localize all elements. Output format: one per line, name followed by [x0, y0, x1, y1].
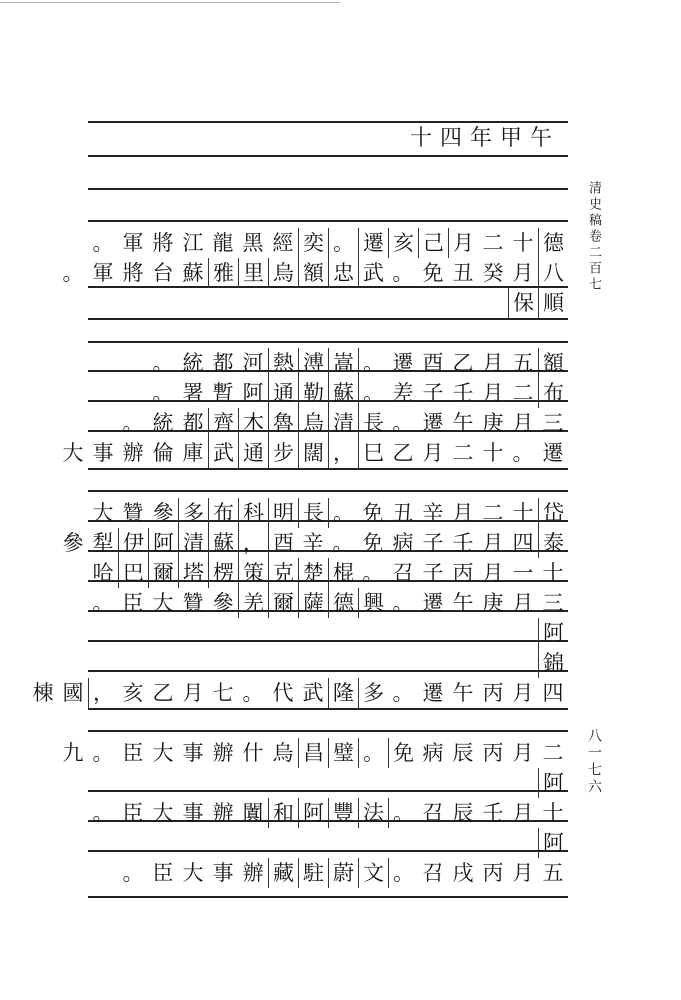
row-char: 辦 [212, 741, 234, 765]
row-char: 。 [92, 231, 114, 255]
row-rule [88, 490, 568, 492]
row-char: 子 [422, 531, 444, 555]
row-char: 通 [238, 438, 268, 468]
row-char: 十 [542, 801, 564, 825]
row-char: 嵩 [328, 348, 358, 378]
row-char: 。 [328, 228, 358, 258]
row-char: 保 [508, 288, 538, 318]
row-char: 九 [62, 741, 84, 765]
row-char: 月 [182, 681, 204, 705]
row-char: 齊 [208, 408, 238, 438]
row-char: 河 [242, 351, 264, 375]
row-char: 多 [178, 498, 208, 528]
row-char: 奕 [298, 228, 328, 258]
row-char: 泰 [538, 528, 568, 558]
row-char: 統 [182, 351, 204, 375]
row-char: 勒 [298, 378, 328, 408]
row-char: 戌 [452, 861, 474, 885]
row-char: 。 [362, 561, 384, 585]
row-char: 壬 [452, 381, 474, 405]
row-char: 。 [388, 858, 418, 888]
row-char: 羌 [238, 588, 268, 618]
row-char: 參 [212, 591, 234, 615]
row-char: 月 [512, 591, 534, 615]
row-char: 乙 [392, 441, 414, 465]
row-char: 代 [272, 681, 294, 705]
year-heading: 十四年甲午 [409, 126, 560, 151]
row-char: 遷 [422, 591, 444, 615]
row-char: 策 [238, 558, 268, 588]
row-char: 庚 [482, 591, 504, 615]
row-char: 月 [512, 741, 534, 765]
row-char: 月 [512, 261, 534, 285]
row-rule [88, 708, 568, 710]
row-char: 十 [512, 231, 534, 255]
row-char: 月 [482, 531, 504, 555]
table-row [88, 828, 568, 858]
row-char: 豐 [328, 798, 358, 828]
row-char: 軍 [122, 231, 144, 255]
row-char: 月 [452, 501, 474, 525]
row-char: 。 [122, 861, 144, 885]
row-char: 月 [512, 681, 534, 705]
row-char: 多 [358, 678, 388, 708]
row-rule [88, 318, 568, 320]
row-char: 文 [358, 858, 388, 888]
row-char: 病 [392, 531, 414, 555]
row-char: 參 [152, 501, 174, 525]
table-row [88, 558, 568, 588]
table-row [62, 258, 568, 288]
row-char: 辰 [452, 741, 474, 765]
row-char: 月 [422, 441, 444, 465]
row-char: 步 [268, 438, 298, 468]
row-char: 月 [448, 228, 478, 258]
row-char: 丑 [452, 261, 474, 285]
row-char: 庫 [182, 441, 204, 465]
table-row [88, 648, 568, 678]
row-char: 額 [298, 258, 328, 288]
row-char: 亥 [122, 681, 144, 705]
row-char: 臣 [122, 591, 144, 615]
row-char: 贊 [182, 591, 204, 615]
table-row [88, 498, 568, 528]
row-char: 月 [482, 381, 504, 405]
row-char: 月 [482, 351, 504, 375]
table-header [88, 124, 568, 154]
row-char: 魯 [268, 408, 298, 438]
row-char: 爾 [148, 558, 178, 588]
row-char: 。 [92, 591, 114, 615]
table-row [88, 858, 568, 888]
row-char: 事 [212, 861, 234, 885]
row-char: 贊 [122, 501, 144, 525]
row-rule [88, 121, 568, 123]
table-row [88, 228, 568, 258]
row-char: 武 [208, 438, 238, 468]
row-char: 一 [512, 561, 534, 585]
row-char: 將 [152, 231, 174, 255]
row-char: 棍 [328, 558, 358, 588]
row-char: 月 [512, 411, 534, 435]
row-char: 遷 [358, 228, 388, 258]
row-char: 召 [422, 861, 444, 885]
row-char: 大 [152, 741, 174, 765]
row-char: 午 [452, 411, 474, 435]
row-char: 三 [542, 411, 564, 435]
row-char: 將 [122, 261, 144, 285]
row-char: 辦 [122, 441, 144, 465]
table-row [88, 288, 568, 318]
row-char: 庚 [482, 411, 504, 435]
row-char: 阿 [148, 528, 178, 558]
row-char: 龍 [212, 231, 234, 255]
row-char: 暫 [212, 381, 234, 405]
row-char: 岱 [538, 498, 568, 528]
row-char: 二 [482, 231, 504, 255]
row-char: 四 [512, 531, 534, 555]
row-char: 犁 [92, 531, 114, 555]
row-char: 薩 [298, 588, 328, 618]
row-char: 倫 [152, 441, 174, 465]
row-char: 乙 [452, 351, 474, 375]
row-char: 遷 [422, 411, 444, 435]
row-char: 闊 [298, 438, 328, 468]
row-char: 長 [358, 408, 388, 438]
row-char: 參 [62, 531, 84, 555]
row-char: 免 [388, 738, 418, 768]
row-char: 烏 [298, 408, 328, 438]
row-char: 額 [538, 348, 568, 378]
row-char: 事 [182, 801, 204, 825]
row-char: 阿 [298, 798, 328, 828]
row-char: 明 [268, 498, 298, 528]
row-char: 免 [362, 531, 384, 555]
row-char: 闐 [242, 801, 264, 825]
row-char: 午 [452, 591, 474, 615]
table-row [88, 408, 568, 438]
row-char: 忠 [328, 258, 358, 288]
row-char: 署 [182, 381, 204, 405]
row-char: 駐 [298, 858, 328, 888]
row-char: 蘇 [208, 528, 238, 558]
table-row [88, 378, 568, 408]
row-char: 丑 [392, 501, 414, 525]
row-char: 召 [392, 561, 414, 585]
row-char: 辰 [452, 801, 474, 825]
row-char: 。 [328, 498, 358, 528]
row-char: 台 [152, 261, 174, 285]
row-char: 月 [512, 861, 534, 885]
row-char: 巳 [358, 438, 388, 468]
row-char: 大 [152, 591, 174, 615]
row-char: 。 [392, 591, 414, 615]
row-char: 子 [422, 381, 444, 405]
row-char: 昌 [298, 738, 328, 768]
row-char: 德 [538, 228, 568, 258]
row-char: 辦 [242, 861, 264, 885]
table-row [62, 528, 568, 558]
row-char: 子 [422, 561, 444, 585]
row-char: 清 [328, 408, 358, 438]
table-row [88, 798, 568, 828]
row-char: 楞 [208, 558, 238, 588]
row-char: 事 [182, 741, 204, 765]
row-char: 臣 [122, 741, 144, 765]
row-char: 隆 [328, 678, 358, 708]
row-char: 法 [358, 798, 388, 828]
row-char: 辦 [212, 801, 234, 825]
row-char: 己 [418, 228, 448, 258]
row-char: 。 [152, 381, 174, 405]
row-char: 烏 [272, 741, 294, 765]
row-char: 遷 [422, 681, 444, 705]
row-char: 熱 [268, 348, 298, 378]
row-char: 順 [538, 288, 568, 318]
row-char: 八 [538, 258, 568, 288]
row-char: 阿 [538, 618, 568, 648]
row-rule [88, 220, 568, 222]
row-char: 。 [122, 411, 144, 435]
row-char: 。 [512, 441, 534, 465]
row-char: 四 [542, 681, 564, 705]
row-char: 。 [242, 681, 264, 705]
row-char: 免 [362, 501, 384, 525]
row-char: 臣 [152, 861, 174, 885]
row-char: 丙 [482, 861, 504, 885]
row-char: 和 [268, 798, 298, 828]
row-char: 。 [152, 351, 174, 375]
row-char: 楚 [298, 558, 328, 588]
row-char: 。 [92, 801, 114, 825]
row-rule [88, 730, 568, 732]
running-title: 清史稿卷二百七 [586, 181, 601, 293]
table-row [88, 618, 568, 648]
row-char: 大 [62, 441, 84, 465]
row-char: 。 [358, 348, 388, 378]
row-char: 三 [542, 591, 564, 615]
row-char: 棟 [32, 681, 54, 705]
row-char: 。 [392, 261, 414, 285]
row-char: 武 [302, 681, 324, 705]
row-char: 蘇 [182, 261, 204, 285]
row-char: 阿 [538, 828, 568, 858]
row-char: 遷 [392, 351, 414, 375]
row-char: 午 [452, 681, 474, 705]
row-rule [88, 188, 568, 190]
row-char: 藏 [268, 858, 298, 888]
row-char: ， [88, 678, 118, 708]
row-char: 丙 [452, 561, 474, 585]
row-char: 里 [238, 258, 268, 288]
row-char: 。 [388, 798, 418, 828]
row-char: 阿 [242, 381, 264, 405]
row-char: 壬 [452, 531, 474, 555]
row-char: 烏 [268, 258, 298, 288]
row-char: 七 [212, 681, 234, 705]
row-char: 辛 [302, 531, 324, 555]
row-char: 軍 [92, 261, 114, 285]
row-char: 癸 [482, 261, 504, 285]
row-char: 召 [422, 801, 444, 825]
row-char: 。 [358, 738, 388, 768]
row-char: 錦 [538, 648, 568, 678]
row-char: ， [328, 438, 358, 468]
row-char: 大 [152, 801, 174, 825]
row-char: 黑 [242, 231, 264, 255]
row-char: 。 [392, 411, 414, 435]
row-char: 大 [92, 501, 114, 525]
row-char: 免 [422, 261, 444, 285]
table-row [88, 348, 568, 378]
row-rule [88, 341, 568, 343]
row-char: 統 [152, 411, 174, 435]
row-char: 興 [358, 588, 388, 618]
row-char: 壬 [482, 801, 504, 825]
row-char: 都 [212, 351, 234, 375]
row-char: 病 [422, 741, 444, 765]
row-char: 二 [452, 441, 474, 465]
row-char: 都 [182, 411, 204, 435]
row-char: 武 [358, 258, 388, 288]
row-char: 。 [62, 261, 84, 285]
row-char: 乙 [152, 681, 174, 705]
row-char: 酉 [422, 351, 444, 375]
row-char: 二 [512, 381, 534, 405]
row-char: 蔚 [328, 858, 358, 888]
row-char: 辛 [422, 501, 444, 525]
row-char: 哈 [92, 561, 114, 585]
row-char: 差 [392, 381, 414, 405]
row-char: 大 [182, 861, 204, 885]
page-number: 八一七六 [586, 728, 602, 796]
row-char: 丙 [482, 681, 504, 705]
row-char: 十 [512, 501, 534, 525]
row-char: 布 [208, 498, 238, 528]
row-char: 克 [268, 558, 298, 588]
row-char: 蘇 [328, 378, 358, 408]
row-char: 江 [182, 231, 204, 255]
row-char: 。 [332, 531, 354, 555]
row-rule [88, 468, 568, 470]
top-edge-rule [0, 2, 340, 3]
row-char: 十 [542, 561, 564, 585]
row-char: 丙 [482, 741, 504, 765]
row-char: 十 [482, 441, 504, 465]
row-char: 德 [328, 588, 358, 618]
row-char: 國 [62, 681, 84, 705]
row-char: 雅 [208, 258, 238, 288]
row-char: 溥 [298, 348, 328, 378]
row-char: 通 [268, 378, 298, 408]
row-char: 二 [542, 741, 564, 765]
row-char: 。 [392, 681, 414, 705]
row-char: 遷 [542, 441, 564, 465]
row-char: 伊 [118, 528, 148, 558]
row-char: 木 [238, 408, 268, 438]
row-char: 巴 [118, 558, 148, 588]
row-char: 布 [538, 378, 568, 408]
table-row [88, 768, 568, 798]
row-char: 事 [92, 441, 114, 465]
table-row [62, 738, 568, 768]
row-char: 什 [242, 741, 264, 765]
row-char: 。 [358, 378, 388, 408]
row-char: 五 [542, 861, 564, 885]
row-char: 長 [298, 498, 328, 528]
row-char: 塔 [178, 558, 208, 588]
row-char: 臣 [122, 801, 144, 825]
row-char: 月 [482, 561, 504, 585]
row-rule [88, 155, 568, 157]
row-char: 璧 [328, 738, 358, 768]
row-rule [88, 896, 568, 898]
row-char: 科 [238, 498, 268, 528]
row-char: 清 [178, 528, 208, 558]
row-char: 經 [272, 231, 294, 255]
row-char: 二 [482, 501, 504, 525]
row-char: ， [238, 528, 268, 558]
table-row [62, 438, 568, 468]
table-row [32, 678, 568, 708]
row-char: 月 [512, 801, 534, 825]
row-char: 亥 [388, 228, 418, 258]
row-char: 。 [92, 741, 114, 765]
row-char: 阿 [538, 768, 568, 798]
row-char: 酉 [268, 528, 298, 558]
row-char: 爾 [268, 588, 298, 618]
row-char: 五 [512, 351, 534, 375]
table-row [88, 588, 568, 618]
